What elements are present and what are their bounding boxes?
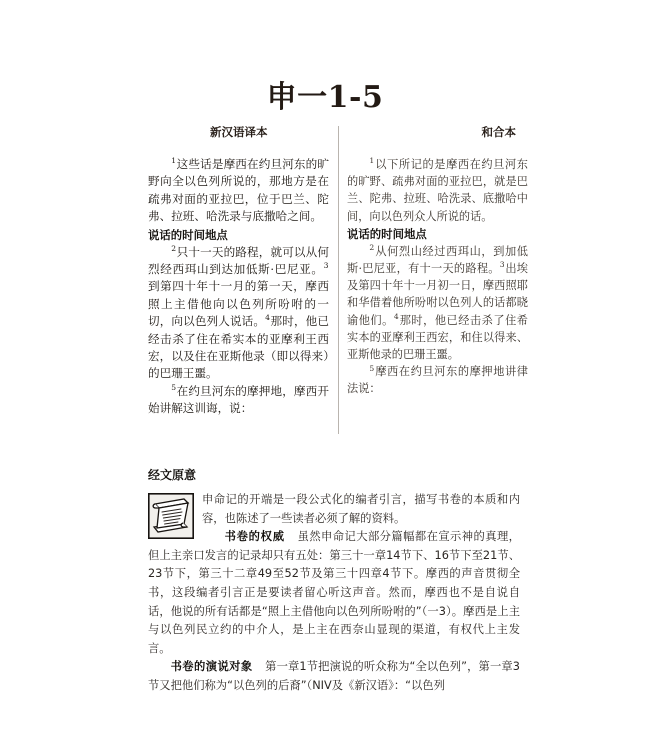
verse-number: 4 — [393, 311, 399, 321]
verse-number: 2 — [369, 243, 375, 253]
verse-paragraph — [347, 156, 528, 225]
page-title — [0, 72, 650, 116]
verse-text: 出埃及第四十年十一月初一日，摩西照耶和华借着他所吩咐以色列人的话都晓谕他们。 — [347, 262, 528, 327]
commentary-body — [148, 491, 520, 696]
commentary-subsection — [148, 528, 520, 658]
verse-text: 那时，他已经击杀了住希实本的亚摩利王西宏，和住以得来、亚斯他录的巴珊王噩。 — [347, 313, 528, 362]
verse-text: 摩西在约旦河东的摩押地讲律法说： — [347, 365, 528, 396]
verse-paragraph — [148, 383, 329, 418]
verse-text: 那时，他已经击杀了住在希实本的亚摩利王西宏，以及住在亚斯他录（即以得来）的巴珊王噩。 — [148, 314, 329, 381]
commentary-subsection-text: 虽然申命记大部分篇幅都在宣示神的真理，但上主亲口发言的记录却只有五处：第三十一章14节下、16节下至21节、23节下，第三十二章49至52节及第三十四章4节下。摩西的声音贯彻全书，这段编者引言正是要读者留心听这声音。然而，摩西也不是自说自话，他说的所有话都是“照上主借他向以色列所吩咐的”（一3）。摩西是上主与以色列民立约的中介人，是上主在西奈山显现的渠道，有权代上主发言。 — [148, 530, 520, 655]
verse-text: 以下所记的是摩西在约旦河东的旷野、疏弗对面的亚拉巴，就是巴兰、陀弗、拉班、哈洗录、底撒哈中间，向以色列众人所说的话。 — [347, 158, 528, 223]
section-heading-left: 说话的时间地点 — [148, 227, 228, 242]
column-header-left: 新汉语译本 — [210, 125, 268, 139]
verse-text: 从何烈山经过西珥山，到加低斯·巴尼亚，有十一天的路程。 — [347, 244, 528, 276]
verse-text: 在约旦河东的摩押地，摩西开始讲解这训诲，说： — [148, 383, 329, 416]
parallel-translation-columns — [148, 124, 528, 436]
verse-text: 这些话是摩西在约旦河东的旷野向全以色列所说的，那地方是在疏弗对面的亚拉巴，位于巴兰、陀弗、拉班、哈洗录与底撒哈之间。 — [148, 157, 329, 224]
column-divider — [338, 126, 339, 434]
verse-number: 4 — [265, 313, 270, 323]
commentary-subsection — [148, 658, 520, 695]
commentary-title: 经文原意 — [148, 468, 197, 482]
scroll-icon — [148, 493, 194, 539]
verse-text: 只十一天的路程，就可以从何烈经西珥山到达加低斯·巴尼亚。 — [148, 244, 329, 277]
column-header-right: 和合本 — [481, 125, 516, 139]
verse-paragraph — [347, 363, 528, 397]
verse-text: 到第四十年十一月的第一天，摩西照上主借他向以色列所吩咐的一切，向以色列人说话。 — [148, 279, 329, 329]
verse-number: 5 — [369, 363, 375, 373]
verse-paragraph — [347, 243, 528, 363]
translation-column-right — [347, 124, 528, 398]
verse-paragraph — [148, 244, 329, 383]
commentary-subsection-text: 第一章1节把演说的听众称为“全以色列”，第一章3节又把他们称为“以色列的后裔”（NIV及《新汉语》：“以色列 — [148, 660, 520, 692]
page-title-text: 申一1-5 — [266, 80, 384, 115]
commentary-section — [148, 466, 520, 696]
verse-number: 3 — [323, 261, 329, 271]
verse-number: 1 — [369, 156, 375, 166]
translation-column-left — [148, 124, 329, 418]
verse-number: 1 — [171, 156, 177, 166]
commentary-run-head: 书卷的权威 — [224, 530, 285, 544]
section-heading-right: 说话的时间地点 — [347, 226, 427, 241]
verse-paragraph — [148, 156, 329, 226]
verse-number: 5 — [171, 383, 177, 393]
commentary-run-head: 书卷的演说对象 — [170, 660, 253, 674]
verse-number: 2 — [171, 243, 177, 253]
verse-number: 3 — [499, 260, 505, 270]
commentary-intro-paragraph: 申命记的开端是一段公式化的编者引言，描写书卷的本质和内容，也陈述了一些读者必须了解的资料。 — [202, 493, 520, 525]
